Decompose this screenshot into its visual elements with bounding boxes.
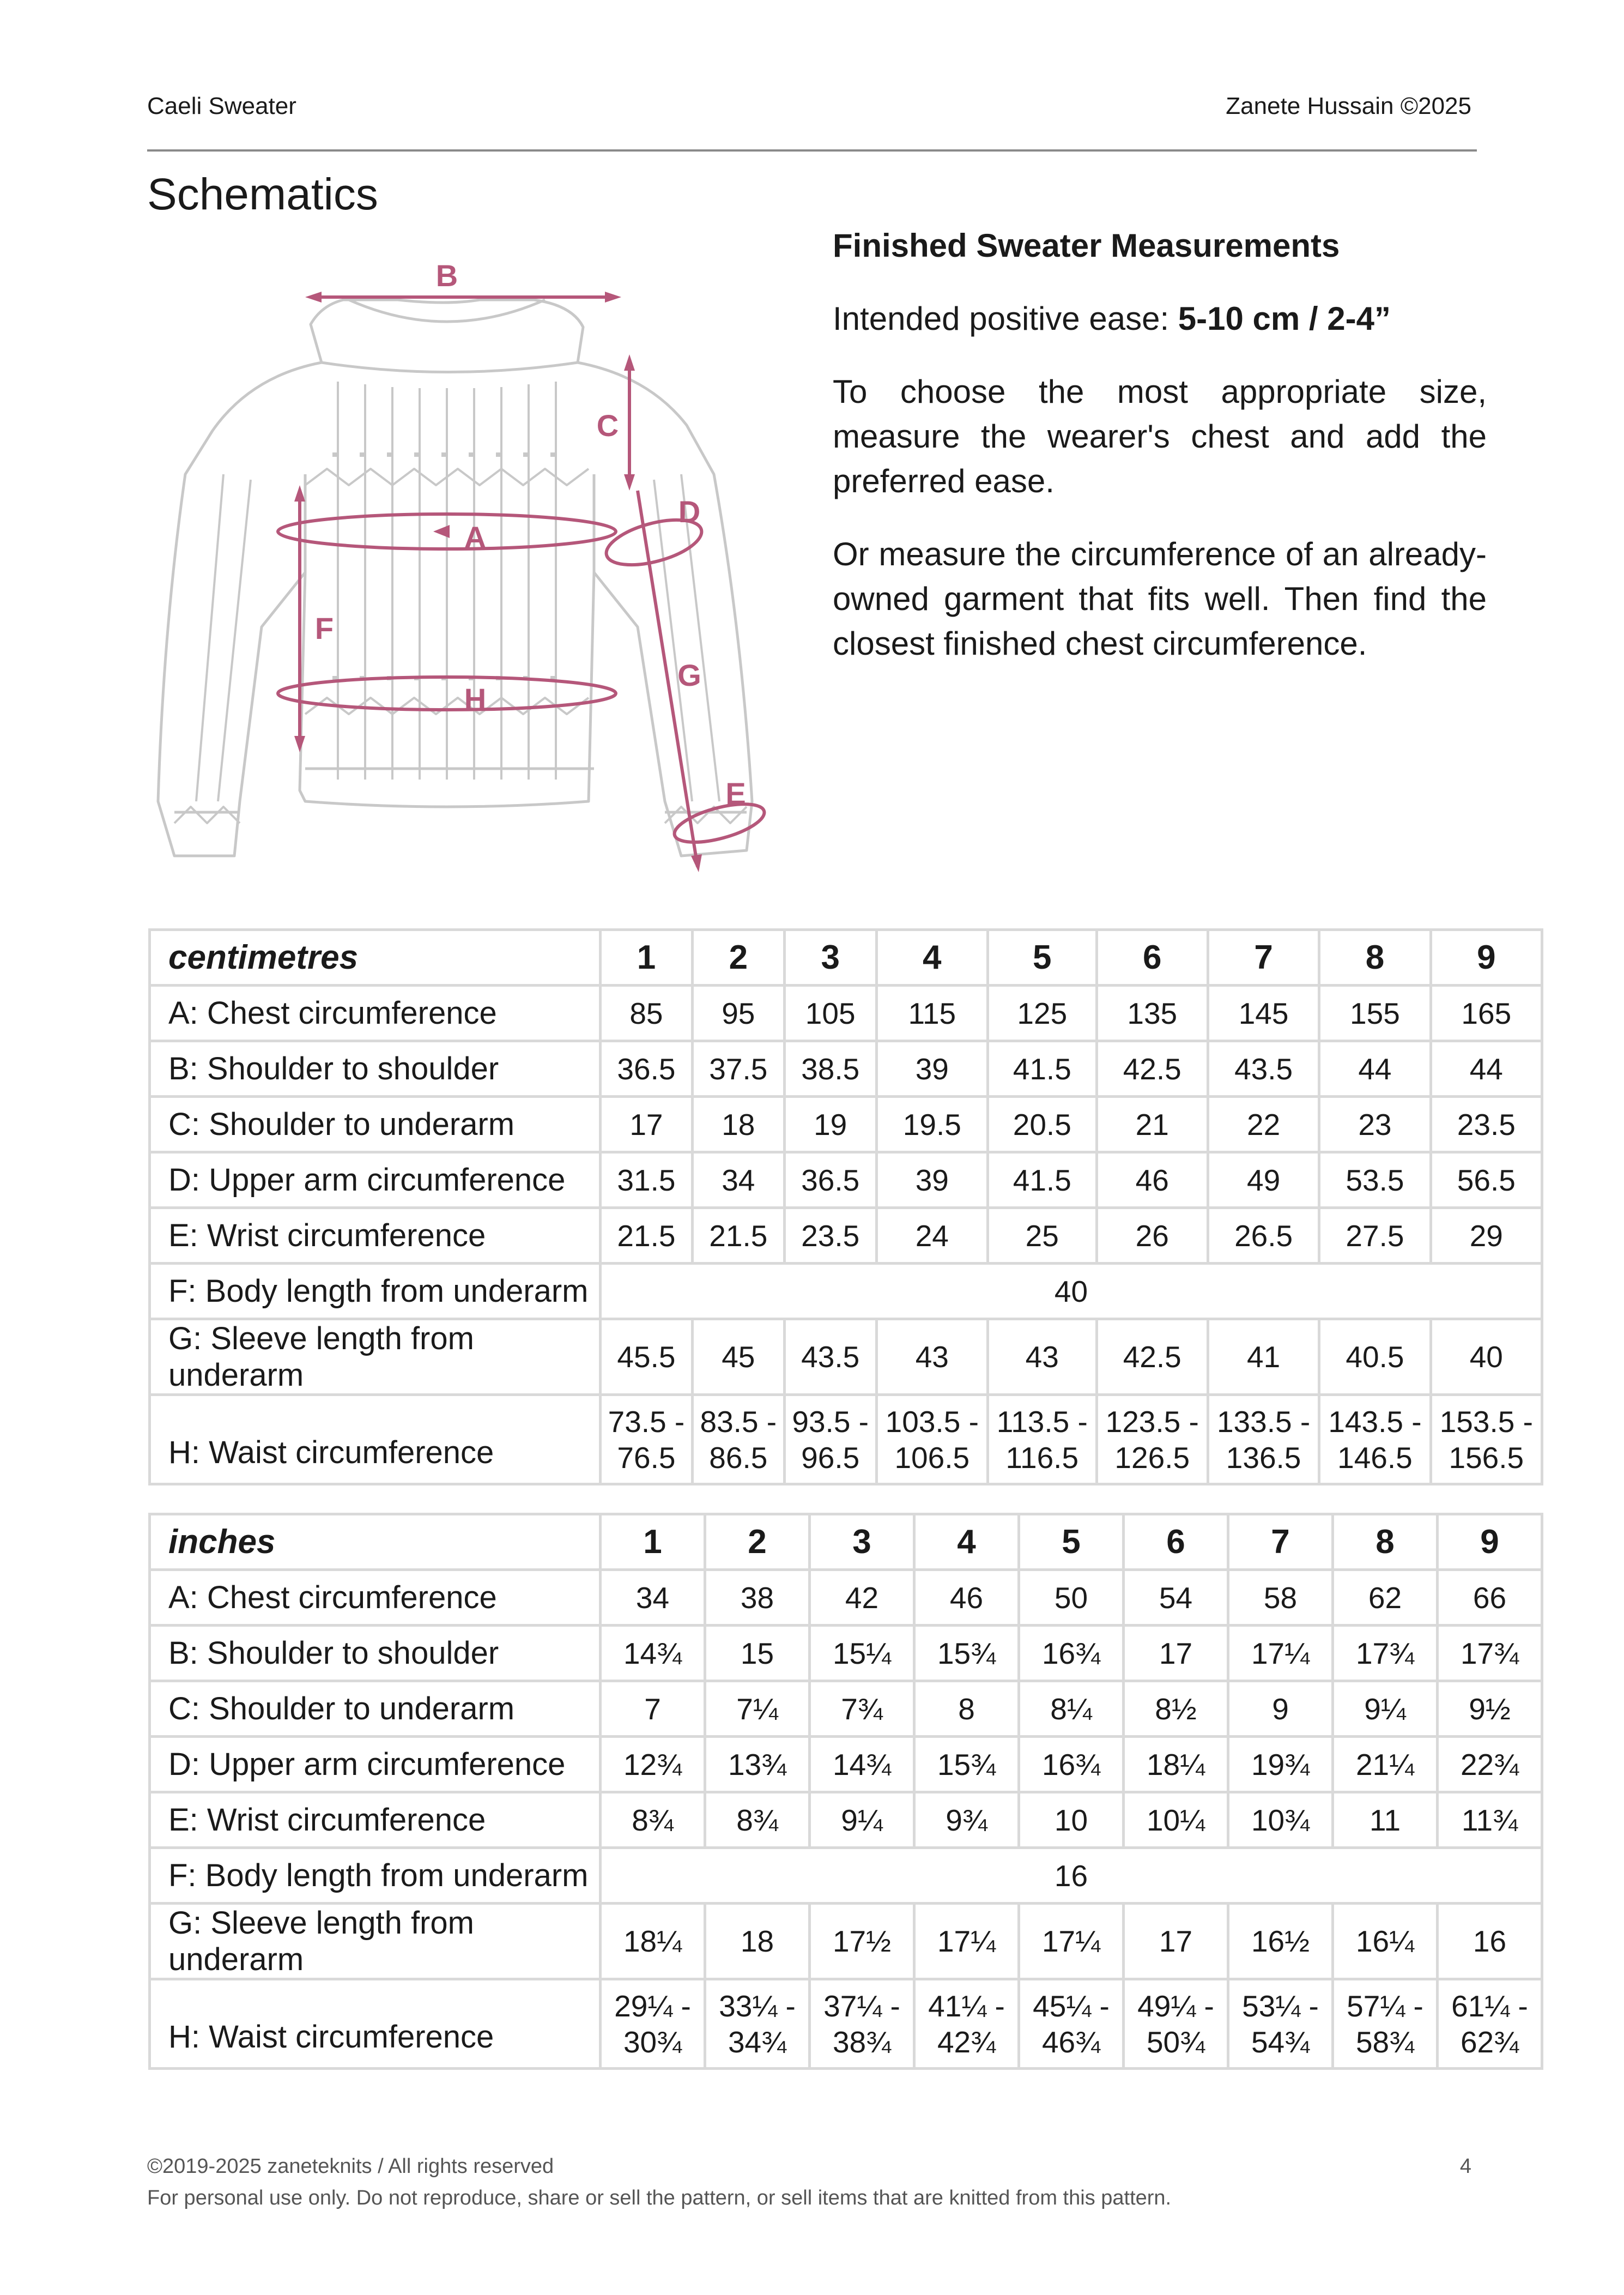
cell: 41.5: [987, 1041, 1096, 1097]
table-row: [150, 1848, 1542, 1904]
cell-range: [601, 1979, 705, 2069]
table-row: [150, 1041, 1542, 1097]
footer-copyright: ©2019-2025 zaneteknits / All rights reserved: [147, 2155, 554, 2178]
cell: 9: [1228, 1681, 1333, 1737]
table-header-row: [150, 1514, 1542, 1570]
inches-table: [148, 1513, 1543, 2070]
range-high: 38¾: [832, 2025, 892, 2059]
range-high: 156.5: [1449, 1440, 1524, 1475]
row-label: A: Chest circumference: [150, 986, 601, 1041]
table-row: [150, 1626, 1542, 1681]
range-low: 45¼ -: [1033, 1989, 1110, 2023]
range-low: 133.5 -: [1216, 1404, 1311, 1439]
author-copyright: Zanete Hussain ©2025: [1226, 93, 1471, 119]
cell: 39: [876, 1152, 987, 1208]
cell-range: [914, 1979, 1019, 2069]
range-low: 153.5 -: [1439, 1404, 1533, 1439]
size-header: 8: [1319, 930, 1431, 986]
cell: 26: [1096, 1208, 1208, 1264]
cell: 16¼: [1333, 1904, 1438, 1979]
cell: 9¾: [914, 1792, 1019, 1848]
cell: 66: [1438, 1570, 1542, 1626]
cell: 19¾: [1228, 1737, 1333, 1792]
cell: 22: [1208, 1097, 1319, 1152]
cell: 18: [692, 1097, 784, 1152]
cell: 17: [1124, 1626, 1228, 1681]
cell: 42: [810, 1570, 914, 1626]
cell: 39: [876, 1041, 987, 1097]
cell: 17: [601, 1097, 693, 1152]
cell: 14¾: [601, 1626, 705, 1681]
range-low: 49¼ -: [1137, 1989, 1214, 2023]
cell: 95: [692, 986, 784, 1041]
measurement-intro: [833, 224, 1487, 694]
range-high: 62¾: [1460, 2025, 1519, 2059]
cell: 34: [601, 1570, 705, 1626]
cell-range: [987, 1395, 1096, 1484]
centimetres-table: [148, 928, 1543, 1485]
cell: 8¼: [1019, 1681, 1124, 1737]
cell: 46: [914, 1570, 1019, 1626]
cell: 22¾: [1438, 1737, 1542, 1792]
row-label: B: Shoulder to shoulder: [150, 1626, 601, 1681]
cell: 50: [1019, 1570, 1124, 1626]
cell: 45.5: [601, 1319, 693, 1395]
range-low: 73.5 -: [608, 1404, 685, 1439]
cell-range: [1208, 1395, 1319, 1484]
table-row: [150, 1208, 1542, 1264]
range-high: 96.5: [801, 1440, 860, 1475]
cell-range: [692, 1395, 784, 1484]
cell: 15: [705, 1626, 810, 1681]
cell: 42.5: [1096, 1041, 1208, 1097]
row-label: F: Body length from underarm: [150, 1264, 601, 1319]
size-header: 6: [1124, 1514, 1228, 1570]
range-low: 61¼ -: [1451, 1989, 1528, 2023]
cell: 17: [1124, 1904, 1228, 1979]
cell: 17½: [810, 1904, 914, 1979]
range-high: 46¾: [1041, 2025, 1101, 2059]
cell: 23.5: [784, 1208, 876, 1264]
table-row: [150, 1979, 1542, 2069]
cell: 18: [705, 1904, 810, 1979]
cell: 155: [1319, 986, 1431, 1041]
cell: 11: [1333, 1792, 1438, 1848]
cell: 135: [1096, 986, 1208, 1041]
size-header: 4: [876, 930, 987, 986]
cell: 8: [914, 1681, 1019, 1737]
label-b: B: [435, 258, 458, 293]
range-low: 41¼ -: [928, 1989, 1005, 2023]
cell: 9½: [1438, 1681, 1542, 1737]
cell: 21¼: [1333, 1737, 1438, 1792]
cell: 21.5: [692, 1208, 784, 1264]
ease-value: 5-10 cm / 2-4”: [1178, 300, 1391, 337]
unit-header: inches: [150, 1514, 601, 1570]
range-low: 29¼ -: [614, 1989, 691, 2023]
page-number: 4: [1459, 2155, 1471, 2178]
size-header: 5: [987, 930, 1096, 986]
cell: 62: [1333, 1570, 1438, 1626]
cell: 16½: [1228, 1904, 1333, 1979]
row-label: C: Shoulder to underarm: [150, 1097, 601, 1152]
size-header: 2: [692, 930, 784, 986]
label-c: C: [596, 408, 619, 443]
cell: 58: [1228, 1570, 1333, 1626]
range-low: 93.5 -: [792, 1404, 869, 1439]
cell: 21: [1096, 1097, 1208, 1152]
cell: 17¼: [1228, 1626, 1333, 1681]
cell-range: [705, 1979, 810, 2069]
row-label: A: Chest circumference: [150, 1570, 601, 1626]
table-row: [150, 1737, 1542, 1792]
cell: 10¼: [1124, 1792, 1228, 1848]
row-label: E: Wrist circumference: [150, 1792, 601, 1848]
cell: 16: [1438, 1904, 1542, 1979]
cell-range: [601, 1395, 693, 1484]
cell-range: [1019, 1979, 1124, 2069]
size-header: 1: [601, 1514, 705, 1570]
size-header: 9: [1431, 930, 1542, 986]
cell: 16¾: [1019, 1626, 1124, 1681]
cell-range: [876, 1395, 987, 1484]
table-header-row: [150, 930, 1542, 986]
row-label: B: Shoulder to shoulder: [150, 1041, 601, 1097]
size-header: 9: [1438, 1514, 1542, 1570]
row-label: E: Wrist circumference: [150, 1208, 601, 1264]
label-h: H: [464, 682, 487, 716]
cell-range: [810, 1979, 914, 2069]
range-high: 76.5: [617, 1440, 676, 1475]
row-label: C: Shoulder to underarm: [150, 1681, 601, 1737]
label-g: G: [677, 658, 701, 692]
size-instruction-1: To choose the most appropriate size, measure the wearer's chest and add the preferred ease.: [833, 373, 1487, 499]
range-low: 57¼ -: [1347, 1989, 1423, 2023]
cell-span: 16: [601, 1848, 1542, 1904]
label-a: A: [464, 520, 487, 554]
sweater-schematic: [142, 245, 812, 889]
ease-line: [833, 297, 1487, 341]
cell: 115: [876, 986, 987, 1041]
range-high: 42¾: [937, 2025, 996, 2059]
cell: 8¾: [601, 1792, 705, 1848]
cell: 13¾: [705, 1737, 810, 1792]
cell: 44: [1319, 1041, 1431, 1097]
cell: 23.5: [1431, 1097, 1542, 1152]
table-row: [150, 1264, 1542, 1319]
cell-range: [1319, 1395, 1431, 1484]
table-row: [150, 1792, 1542, 1848]
cell: 7¼: [705, 1681, 810, 1737]
cell: 15¼: [810, 1626, 914, 1681]
cell: 165: [1431, 986, 1542, 1041]
range-low: 143.5 -: [1328, 1404, 1422, 1439]
table-row: [150, 1395, 1542, 1484]
cell: 43.5: [1208, 1041, 1319, 1097]
row-label: H: Waist circumference: [150, 1395, 601, 1484]
label-e: E: [725, 776, 746, 811]
size-header: 6: [1096, 930, 1208, 986]
cell: 14¾: [810, 1737, 914, 1792]
table-row: [150, 1904, 1542, 1979]
label-d: D: [678, 494, 701, 529]
size-instruction-2: Or measure the circumference of an already-owned garment that fits well. Then find the closest finished chest circumference.: [833, 536, 1487, 662]
cell: 15¾: [914, 1737, 1019, 1792]
size-header: 2: [705, 1514, 810, 1570]
cell: 23: [1319, 1097, 1431, 1152]
cell-range: [1124, 1979, 1228, 2069]
cell: 18¼: [601, 1904, 705, 1979]
table-row: [150, 1319, 1542, 1395]
cell-range: [784, 1395, 876, 1484]
size-header: 5: [1019, 1514, 1124, 1570]
range-low: 113.5 -: [996, 1404, 1088, 1439]
range-low: 53¼ -: [1242, 1989, 1319, 2023]
cell: 40.5: [1319, 1319, 1431, 1395]
pattern-name: Caeli Sweater: [147, 93, 296, 119]
page-header: [147, 93, 1477, 131]
row-label: G: Sleeve length from underarm: [150, 1904, 601, 1979]
range-low: 83.5 -: [700, 1404, 777, 1439]
cell-span: 40: [601, 1264, 1542, 1319]
row-label: D: Upper arm circumference: [150, 1152, 601, 1208]
cell-range: [1431, 1395, 1542, 1484]
cell: 8¾: [705, 1792, 810, 1848]
range-high: 54¾: [1251, 2025, 1310, 2059]
cell: 42.5: [1096, 1319, 1208, 1395]
cell: 29: [1431, 1208, 1542, 1264]
cell: 53.5: [1319, 1152, 1431, 1208]
range-high: 136.5: [1226, 1440, 1301, 1475]
ease-prefix: Intended positive ease:: [833, 300, 1178, 337]
cell: 36.5: [784, 1152, 876, 1208]
cell: 17¼: [1019, 1904, 1124, 1979]
cell: 56.5: [1431, 1152, 1542, 1208]
cell: 9¼: [810, 1792, 914, 1848]
cell: 37.5: [692, 1041, 784, 1097]
cell-range: [1228, 1979, 1333, 2069]
page-footer: [147, 2151, 1477, 2214]
table-row: [150, 1097, 1542, 1152]
range-high: 50¾: [1146, 2025, 1205, 2059]
cell: 38.5: [784, 1041, 876, 1097]
size-header: 1: [601, 930, 693, 986]
cell-range: [1438, 1979, 1542, 2069]
cell: 41.5: [987, 1152, 1096, 1208]
table-row: [150, 1570, 1542, 1626]
range-low: 33¼ -: [719, 1989, 796, 2023]
cell: 46: [1096, 1152, 1208, 1208]
cell: 45: [692, 1319, 784, 1395]
range-high: 58¾: [1355, 2025, 1415, 2059]
cell: 19.5: [876, 1097, 987, 1152]
cell-range: [1096, 1395, 1208, 1484]
size-header: 7: [1208, 930, 1319, 986]
cell: 49: [1208, 1152, 1319, 1208]
cell: 10: [1019, 1792, 1124, 1848]
cell: 17¼: [914, 1904, 1019, 1979]
row-label: G: Sleeve length from underarm: [150, 1319, 601, 1395]
cell: 17¾: [1333, 1626, 1438, 1681]
range-high: 116.5: [1005, 1440, 1079, 1475]
measurements-heading: Finished Sweater Measurements: [833, 227, 1340, 264]
range-low: 103.5 -: [885, 1404, 979, 1439]
row-label: F: Body length from underarm: [150, 1848, 601, 1904]
cell: 11¾: [1438, 1792, 1542, 1848]
cell: 36.5: [601, 1041, 693, 1097]
cell: 125: [987, 986, 1096, 1041]
cell: 40: [1431, 1319, 1542, 1395]
size-header: 7: [1228, 1514, 1333, 1570]
cell: 43.5: [784, 1319, 876, 1395]
size-header: 4: [914, 1514, 1019, 1570]
range-high: 86.5: [709, 1440, 768, 1475]
table-row: [150, 986, 1542, 1041]
page-title: Schematics: [147, 170, 378, 219]
cell: 44: [1431, 1041, 1542, 1097]
range-high: 30¾: [623, 2025, 682, 2059]
size-header: 3: [810, 1514, 914, 1570]
cell-range: [1333, 1979, 1438, 2069]
row-label: D: Upper arm circumference: [150, 1737, 601, 1792]
cell: 85: [601, 986, 693, 1041]
cell: 145: [1208, 986, 1319, 1041]
cell: 21.5: [601, 1208, 693, 1264]
cell: 17¾: [1438, 1626, 1542, 1681]
cell: 10¾: [1228, 1792, 1333, 1848]
range-high: 106.5: [894, 1440, 970, 1475]
cell: 7¾: [810, 1681, 914, 1737]
cell: 43: [876, 1319, 987, 1395]
table-row: [150, 1681, 1542, 1737]
cell: 43: [987, 1319, 1096, 1395]
cell: 9¼: [1333, 1681, 1438, 1737]
cell: 105: [784, 986, 876, 1041]
cell: 12¾: [601, 1737, 705, 1792]
range-high: 146.5: [1337, 1440, 1413, 1475]
cell: 41: [1208, 1319, 1319, 1395]
cell: 25: [987, 1208, 1096, 1264]
label-f: F: [314, 611, 334, 645]
table-row: [150, 1152, 1542, 1208]
cell: 8½: [1124, 1681, 1228, 1737]
header-divider: [147, 149, 1477, 152]
cell: 24: [876, 1208, 987, 1264]
size-header: 8: [1333, 1514, 1438, 1570]
cell: 31.5: [601, 1152, 693, 1208]
range-low: 37¼ -: [823, 1989, 900, 2023]
cell: 18¼: [1124, 1737, 1228, 1792]
cell: 7: [601, 1681, 705, 1737]
range-low: 123.5 -: [1105, 1404, 1199, 1439]
cell: 34: [692, 1152, 784, 1208]
cell: 26.5: [1208, 1208, 1319, 1264]
size-header: 3: [784, 930, 876, 986]
cell: 38: [705, 1570, 810, 1626]
cell: 54: [1124, 1570, 1228, 1626]
sweater-schematic-drawing: [142, 245, 812, 889]
range-high: 126.5: [1114, 1440, 1190, 1475]
cell: 27.5: [1319, 1208, 1431, 1264]
cell: 15¾: [914, 1626, 1019, 1681]
range-high: 34¾: [728, 2025, 787, 2059]
footer-notice: For personal use only. Do not reproduce, share or sell the pattern, or sell items that are knitted from this pattern.: [147, 2187, 1172, 2209]
cell: 16¾: [1019, 1737, 1124, 1792]
cell: 20.5: [987, 1097, 1096, 1152]
unit-header: centimetres: [150, 930, 601, 986]
cell: 19: [784, 1097, 876, 1152]
row-label: H: Waist circumference: [150, 1979, 601, 2069]
